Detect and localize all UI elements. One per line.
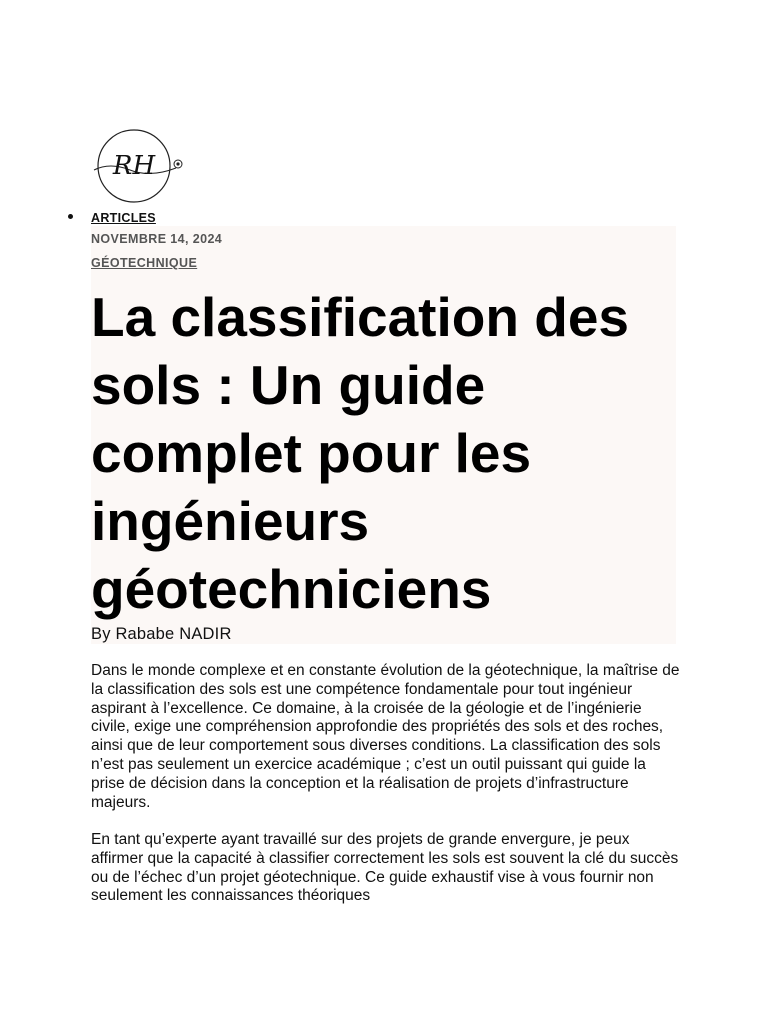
post-byline: By Rababe NADIR [91, 625, 232, 643]
body-paragraph-1: Dans le monde complexe et en constante évolution de la géotechnique, la maîtrise de la classification des sols est une compétence fondamentale pour tout ingénieur aspirant à l’excellence. Ce domaine, à la croisée de la géologie et de l’ingénierie civile, exige une compréhension approfondie des propriétés des sols et des roches, ainsi que de leur comportement sous diverses conditions. La classification des sols n’est pas seulement un exercice académique ; c’est un outil puissant qui guide la prise de décision dans la conception et la réalisation de projets d’infrastructure majeurs. [91, 662, 680, 811]
post-date: NOVEMBRE 14, 2024 [91, 232, 223, 246]
articles-link[interactable]: ARTICLES [91, 211, 156, 225]
logo-emblem-icon [90, 126, 190, 206]
post-category-link[interactable]: GÉOTECHNIQUE [91, 256, 198, 270]
logo-monogram: RH [112, 151, 156, 181]
page-title: La classification des sols : Un guide complet pour les ingénieurs géotechniciens [91, 286, 629, 620]
body-paragraph-2: En tant qu’experte ayant travaillé sur des projets de grande envergure, je peux affirmer que la capacité à classifier correctement les sols est souvent la clé du succès ou de l’échec d’un projet géotechnique. Ce guide exhaustif vise à vous fournir non seulement les connaissances théoriques [91, 831, 679, 905]
site-logo[interactable] [90, 126, 190, 206]
nav-item-articles [66, 209, 156, 227]
main-nav [66, 209, 156, 227]
